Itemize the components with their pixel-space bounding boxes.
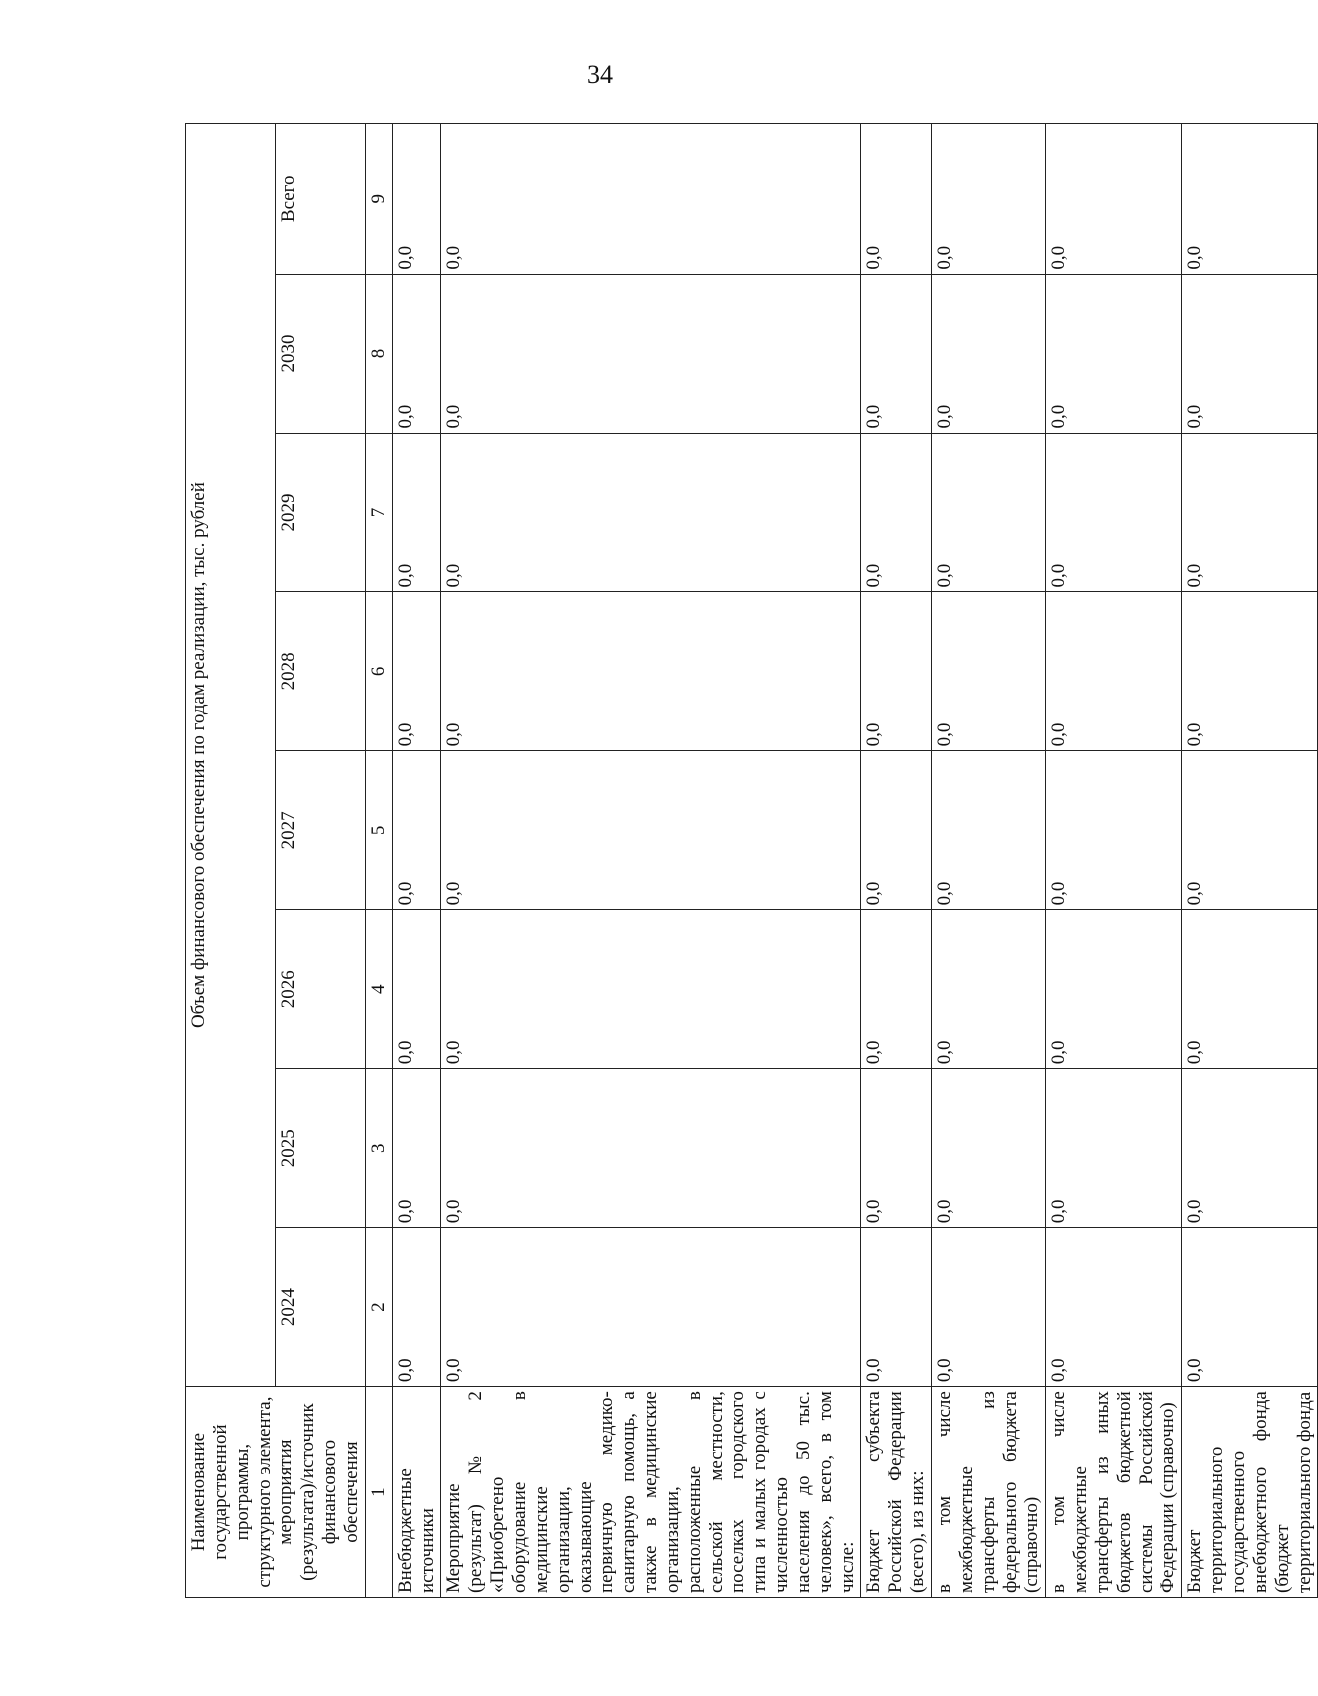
row-value: 0,0: [392, 433, 441, 592]
row-value: 0,0: [932, 274, 1046, 433]
row-value: 0,0: [441, 274, 861, 433]
row-source-name: в том числе межбюджетные трансферты из иных бюджетов бюджетной системы Российской Федерации (справочно): [1046, 1387, 1182, 1598]
row-total: 0,0: [392, 124, 441, 275]
row-value: 0,0: [1046, 1069, 1182, 1228]
year-header: 2030: [275, 274, 365, 433]
row-value: 0,0: [392, 592, 441, 751]
row-value: 0,0: [441, 1228, 861, 1387]
row-value: 0,0: [932, 910, 1046, 1069]
row-value: 0,0: [932, 1228, 1046, 1387]
row-value: 0,0: [1046, 910, 1182, 1069]
row-total: 0,0: [932, 124, 1046, 275]
row-value: 0,0: [861, 1228, 932, 1387]
row-value: 0,0: [932, 592, 1046, 751]
rotated-table-container: [185, 123, 1315, 1598]
row-value: 0,0: [441, 433, 861, 592]
row-source-name: Бюджет субъекта Российской Федерации (всего), из них:: [861, 1387, 932, 1598]
column-index-row: [365, 124, 392, 1598]
row-value: 0,0: [1182, 1069, 1318, 1228]
row-value: 0,0: [392, 910, 441, 1069]
row-total: 0,0: [1046, 124, 1182, 275]
row-value: 0,0: [392, 1069, 441, 1228]
column-index: 2: [365, 1228, 392, 1387]
row-value: 0,0: [441, 592, 861, 751]
row-source-name: Мероприятие (результат) № 2 «Приобретено оборудование в медицинские организации, оказывающие первичную медико-санитарную помощь, а также в медицинские организации, расположенные в сельской местности, поселках городского типа и малых городах с численностью населения до 50 тыс. человек», всего, в том числе:: [441, 1387, 861, 1598]
row-source-name: в том числе межбюджетные трансферты из федерального бюджета (справочно): [932, 1387, 1046, 1598]
column-index: 3: [365, 1069, 392, 1228]
column-index: 4: [365, 910, 392, 1069]
row-value: 0,0: [1046, 1228, 1182, 1387]
year-header: 2028: [275, 592, 365, 751]
row-value: 0,0: [1182, 910, 1318, 1069]
row-value: 0,0: [392, 751, 441, 910]
table-row: [441, 124, 861, 1598]
row-value: 0,0: [1182, 751, 1318, 910]
table-row: [861, 124, 932, 1598]
row-value: 0,0: [1046, 751, 1182, 910]
table-row: [932, 124, 1046, 1598]
row-value: 0,0: [932, 433, 1046, 592]
year-header: 2025: [275, 1069, 365, 1228]
row-value: 0,0: [441, 751, 861, 910]
row-value: 0,0: [861, 751, 932, 910]
year-header: 2026: [275, 910, 365, 1069]
row-value: 0,0: [1182, 274, 1318, 433]
row-source-name: Внебюджетные источники: [392, 1387, 441, 1598]
row-value: 0,0: [932, 751, 1046, 910]
column-index: 6: [365, 592, 392, 751]
header-row: [186, 124, 276, 1598]
row-value: 0,0: [1182, 1228, 1318, 1387]
row-value: 0,0: [932, 1069, 1046, 1228]
column-index: 5: [365, 751, 392, 910]
row-value: 0,0: [861, 1069, 932, 1228]
column-index: 7: [365, 433, 392, 592]
row-value: 0,0: [861, 592, 932, 751]
total-header: Всего: [275, 124, 365, 275]
column-index: 8: [365, 274, 392, 433]
year-header: 2024: [275, 1228, 365, 1387]
year-header: 2029: [275, 433, 365, 592]
row-value: 0,0: [441, 1069, 861, 1228]
column-index: 1: [365, 1387, 392, 1598]
row-total: 0,0: [441, 124, 861, 275]
row-value: 0,0: [1182, 592, 1318, 751]
row-value: 0,0: [392, 1228, 441, 1387]
row-source-name: Бюджет территориального государственного внебюджетного фонда (бюджет территориального фонда: [1182, 1387, 1318, 1598]
row-value: 0,0: [441, 910, 861, 1069]
table-row: [1182, 124, 1318, 1598]
name-column-header: Наименование государственной программы, структурного элемента, мероприятия (результата)/источник финансового обеспечения: [186, 1387, 366, 1598]
row-total: 0,0: [861, 124, 932, 275]
row-value: 0,0: [861, 433, 932, 592]
table-row: [392, 124, 441, 1598]
column-index: 9: [365, 124, 392, 275]
row-value: 0,0: [1046, 592, 1182, 751]
row-value: 0,0: [1046, 433, 1182, 592]
table-row: [1046, 124, 1182, 1598]
row-total: 0,0: [1182, 124, 1318, 275]
years-row: [275, 124, 365, 1598]
row-value: 0,0: [861, 274, 932, 433]
page-number: 34: [587, 60, 613, 89]
row-value: 0,0: [1182, 433, 1318, 592]
row-value: 0,0: [861, 910, 932, 1069]
row-value: 0,0: [1046, 274, 1182, 433]
row-value: 0,0: [392, 274, 441, 433]
financing-span-header: Объем финансового обеспечения по годам реализации, тыс. рублей: [186, 124, 276, 1387]
financing-table: [185, 123, 1318, 1598]
year-header: 2027: [275, 751, 365, 910]
